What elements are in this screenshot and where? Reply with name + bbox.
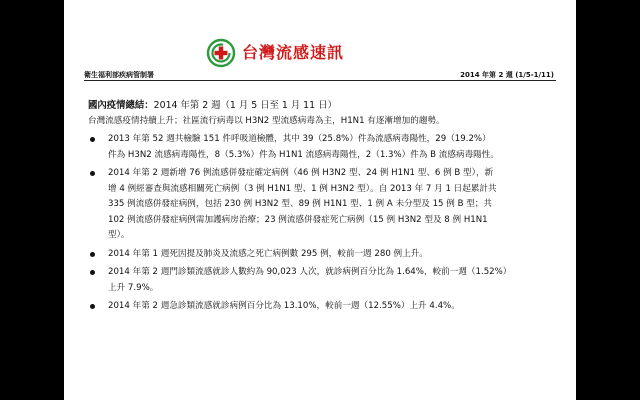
cdc-logo-icon (206, 38, 236, 68)
bullet-line: 件為 H3N2 流感病毒陽性，8（5.3%）件為 H1N1 流感病毒陽性，2（1.3%）件為 B 流感病毒陽性。 (108, 149, 499, 160)
bullet-line: 2014 年第 2 週急診類流感就診病例百分比為 13.10%，較前一週（12.55%）上升 4.4%。 (108, 301, 460, 311)
section-heading (88, 98, 556, 114)
bullet-line: 上升 7.9%。 (108, 282, 159, 293)
bullet-line: 2014 年第 2 週門診類流感就診人數約為 90,023 人次，就診病例百分比為 1.64%，較前一週（1.52%） (108, 267, 512, 277)
list-item (88, 132, 556, 163)
bullet-icon (90, 137, 95, 142)
bullet-icon (90, 270, 95, 275)
document-page (64, 0, 576, 400)
list-item (88, 166, 556, 244)
intro-paragraph: 台灣流感疫情持續上升；社區流行病毒以 H3N2 型流感病毒為主，H1N1 有逐漸增加的趨勢。 (88, 115, 445, 126)
bullet-line: 2014 年第 2 週新增 76 例流感併發症確定病例（46 例 H3N2 型、24 例 H1N1 型、6 例 B 型），新 (108, 168, 494, 178)
bullet-line: 2014 年第 1 週死因提及肺炎及流感之死亡病例數 295 例，較前一週 280 例上升。 (108, 248, 428, 259)
bullet-icon (90, 171, 95, 176)
bullet-line: 增 4 例經審查與流感相關死亡病例（3 例 H1N1 型、1 例 H3N2 型）。自 2013 年 7 月 1 日起累計共 (108, 183, 497, 194)
bullet-line: 2013 年第 52 週共檢驗 151 件呼吸道檢體，其中 39（25.8%）件為流感病毒陽性，29（19.2%） (108, 134, 491, 144)
section-heading-label: 國內疫情總結： (88, 100, 154, 111)
list-item (88, 299, 556, 315)
bullet-icon (90, 304, 95, 309)
header-divider (84, 80, 556, 81)
bulletin-header (64, 36, 576, 70)
bullet-line: 335 例流感併發症病例，包括 230 例 H3N2 型、89 例 H1N1 型、1 例 A 未分型及 15 例 B 型；共 (108, 199, 492, 209)
bullet-line: 型）。 (108, 230, 130, 240)
bullet-line: 102 例流感併發症病例需加護病房治療；23 例流感併發症死亡病例（15 例 H3N2 型及 8 例 H1N1 (108, 214, 488, 225)
list-item (88, 247, 556, 263)
bullet-list (88, 132, 556, 315)
list-item (88, 265, 556, 296)
bulletin-title: 台灣流感速訊 (242, 43, 345, 62)
agency-name: 衛生福利部疾病管制署 (84, 71, 154, 79)
summary-section (88, 98, 556, 315)
issue-week: 2014 年第 2 週 (1/5-1/11) (460, 71, 554, 79)
section-heading-period: 2014 年第 2 週（1 月 5 日至 1 月 11 日） (153, 100, 337, 111)
bullet-icon (90, 252, 95, 257)
